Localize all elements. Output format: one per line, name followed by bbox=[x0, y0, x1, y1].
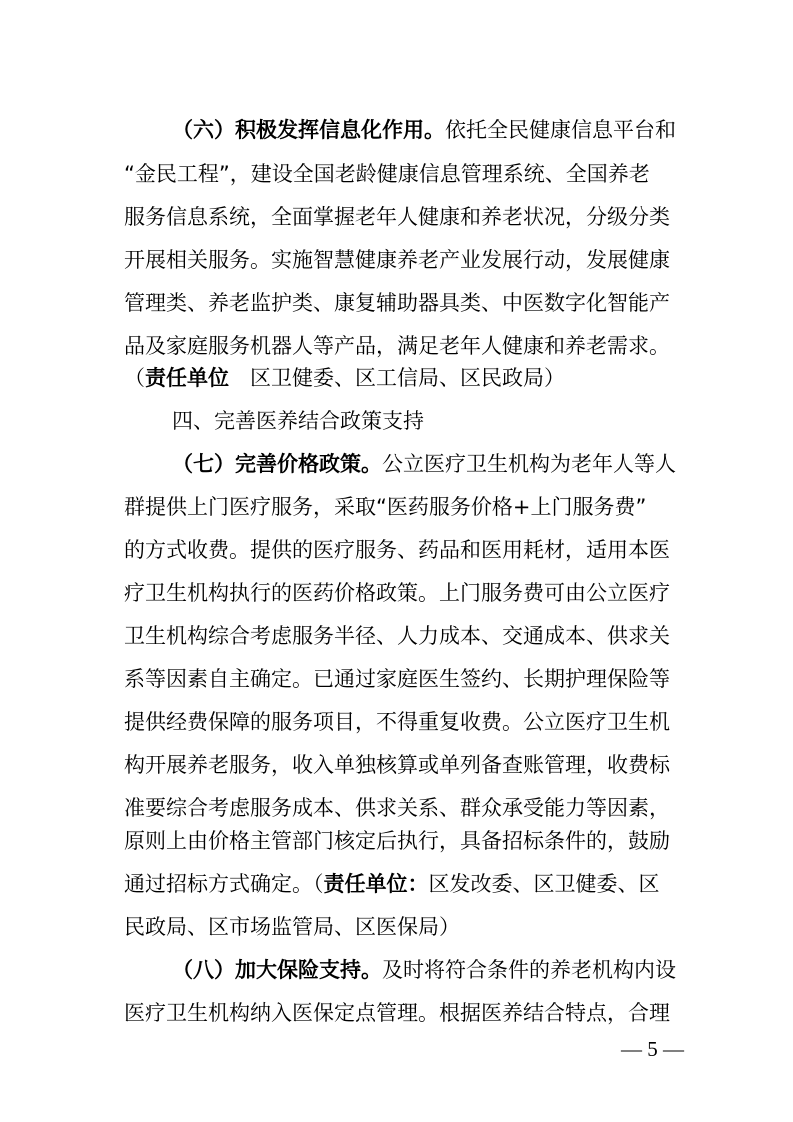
paragraph-line: 的方式收费。提供的医疗服务、药品和医用耗材，适用本医 bbox=[124, 538, 670, 562]
paragraph-line: 疗卫生机构执行的医药价格政策。上门服务费可由公立医疗 bbox=[124, 581, 670, 605]
paragraph-line: 开展相关服务。实施智慧健康养老产业发展行动，发展健康 bbox=[124, 248, 670, 272]
paragraph-line: 医疗卫生机构纳入医保定点管理。根据医养结合特点，合理 bbox=[124, 1001, 670, 1025]
paragraph-line: （七）完善价格政策。公立医疗卫生机构为老年人等人 bbox=[172, 452, 676, 476]
paragraph-line: 构开展养老服务，收入单独核算或单列备查账管理，收费标 bbox=[124, 753, 670, 777]
paragraph-line: 服务信息系统，全面掌握老年人健康和养老状况，分级分类 bbox=[124, 205, 670, 229]
responsible-units-label: 责任单位 bbox=[145, 366, 229, 390]
paragraph-line: 管理类、养老监护类、康复辅助器具类、中医数字化智能产 bbox=[124, 291, 670, 315]
responsible-units-line: 通过招标方式确定。（责任单位：区发改委、区卫健委、区 bbox=[124, 872, 660, 896]
responsible-units-label: 责任单位： bbox=[323, 872, 429, 896]
page-number: — 5 — bbox=[621, 1037, 684, 1061]
paragraph-line: （八）加大保险支持。及时将符合条件的养老机构内设 bbox=[172, 958, 676, 982]
responsible-units-line: （责任单位 区卫健委、区工信局、区民政局） bbox=[124, 366, 565, 390]
paragraph-line: 卫生机构综合考虑服务半径、人力成本、交通成本、供求关 bbox=[124, 624, 670, 648]
paragraph-line: 原则上由价格主管部门核定后执行，具备招标条件的，鼓励 bbox=[124, 829, 670, 853]
paragraph-line: 群提供上门医疗服务，采取“医药服务价格+上门服务费” bbox=[124, 495, 647, 519]
section-heading-6: （六）积极发挥信息化作用。 bbox=[172, 118, 445, 142]
section-heading-8: （八）加大保险支持。 bbox=[172, 958, 382, 982]
paragraph-line: 准要综合考虑服务成本、供求关系、群众承受能力等因素， bbox=[124, 796, 670, 820]
section-title-4: 四、完善医养结合政策支持 bbox=[172, 409, 424, 433]
paragraph-line: 系等因素自主确定。已通过家庭医生签约、长期护理保险等 bbox=[124, 667, 670, 691]
paragraph-line: 民政局、区市场监管局、区医保局） bbox=[124, 915, 460, 939]
paragraph-line: “金民工程”，建设全国老龄健康信息管理系统、全国养老 bbox=[124, 162, 650, 186]
section-heading-7: （七）完善价格政策。 bbox=[172, 452, 382, 476]
paragraph-line: 提供经费保障的服务项目，不得重复收费。公立医疗卫生机 bbox=[124, 710, 670, 734]
paragraph-line: （六）积极发挥信息化作用。依托全民健康信息平台和 bbox=[172, 118, 676, 142]
paragraph-line: 品及家庭服务机器人等产品，满足老年人健康和养老需求。 bbox=[124, 334, 670, 358]
